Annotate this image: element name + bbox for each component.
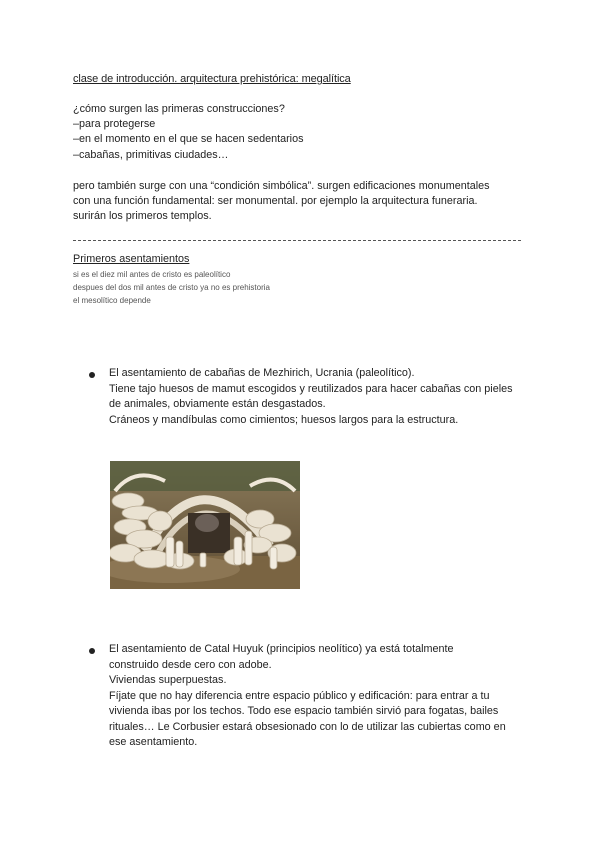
item-line: Viviendas superpuestas. — [109, 674, 227, 686]
item-line: El asentamiento de cabañas de Mezhirich, Ucrania (paleolítico). — [109, 367, 415, 379]
item-line: rituales… Le Corbusier estará obsesionado con lo de utilizar las cubiertas como en — [109, 720, 506, 733]
item-line: de animales, obviamente están desgastados. — [109, 398, 326, 410]
item-line: vivienda ibas por los techos. Todo ese espacio también sirvió para fogatas, bailes — [109, 705, 499, 717]
item-line: Cráneos y mandíbulas como cimientos; huesos largos para la estructura. — [109, 413, 459, 426]
mammoth-bone-hut-photo — [110, 461, 300, 589]
dashed-separator — [73, 240, 521, 241]
mezhirich-item — [109, 366, 513, 428]
paragraph-line: surirán los primeros templos. — [73, 210, 212, 223]
item-line: ese asentamiento. — [109, 736, 198, 748]
intro-question: ¿cómo surgen las primeras construcciones? — [73, 103, 285, 115]
bullet-dot — [89, 648, 95, 654]
note-line: el mesolítico depende — [73, 296, 151, 305]
item-line: construido desde cero con adobe. — [109, 658, 272, 671]
item-line: El asentamiento de Catal Huyuk (principios neolítico) ya está totalmente — [109, 643, 454, 655]
paragraph-line: pero también surge con una “condición simbólica”. surgen edificaciones monumentales — [73, 180, 490, 192]
hut-illustration — [110, 461, 300, 589]
paragraph-line: con una función fundamental: ser monumental. por ejemplo la arquitectura funeraria. — [73, 195, 478, 208]
note-line: si es el diez mil antes de cristo es paleolítico — [73, 270, 231, 279]
intro-block — [73, 102, 304, 163]
symbolic-paragraph — [73, 179, 490, 225]
bullet-dot — [89, 372, 95, 378]
intro-point: –en el momento en el que se hacen sedentarios — [73, 133, 304, 146]
section-title: Primeros asentamientos — [73, 253, 190, 265]
intro-point: –cabañas, primitivas ciudades… — [73, 148, 229, 161]
note-line: despues del dos mil antes de cristo ya no es prehistoria — [73, 283, 270, 292]
item-line: Fíjate que no hay diferencia entre espacio público y edificación: para entrar a tu — [109, 689, 490, 702]
section-notes — [73, 268, 270, 307]
item-line: Tiene tajo huesos de mamut escogidos y reutilizados para hacer cabañas con pieles — [109, 382, 513, 395]
catal-huyuk-item — [109, 642, 506, 751]
page-title: clase de introducción. arquitectura prehistórica: megalítica — [73, 73, 351, 85]
intro-point: –para protegerse — [73, 118, 156, 131]
